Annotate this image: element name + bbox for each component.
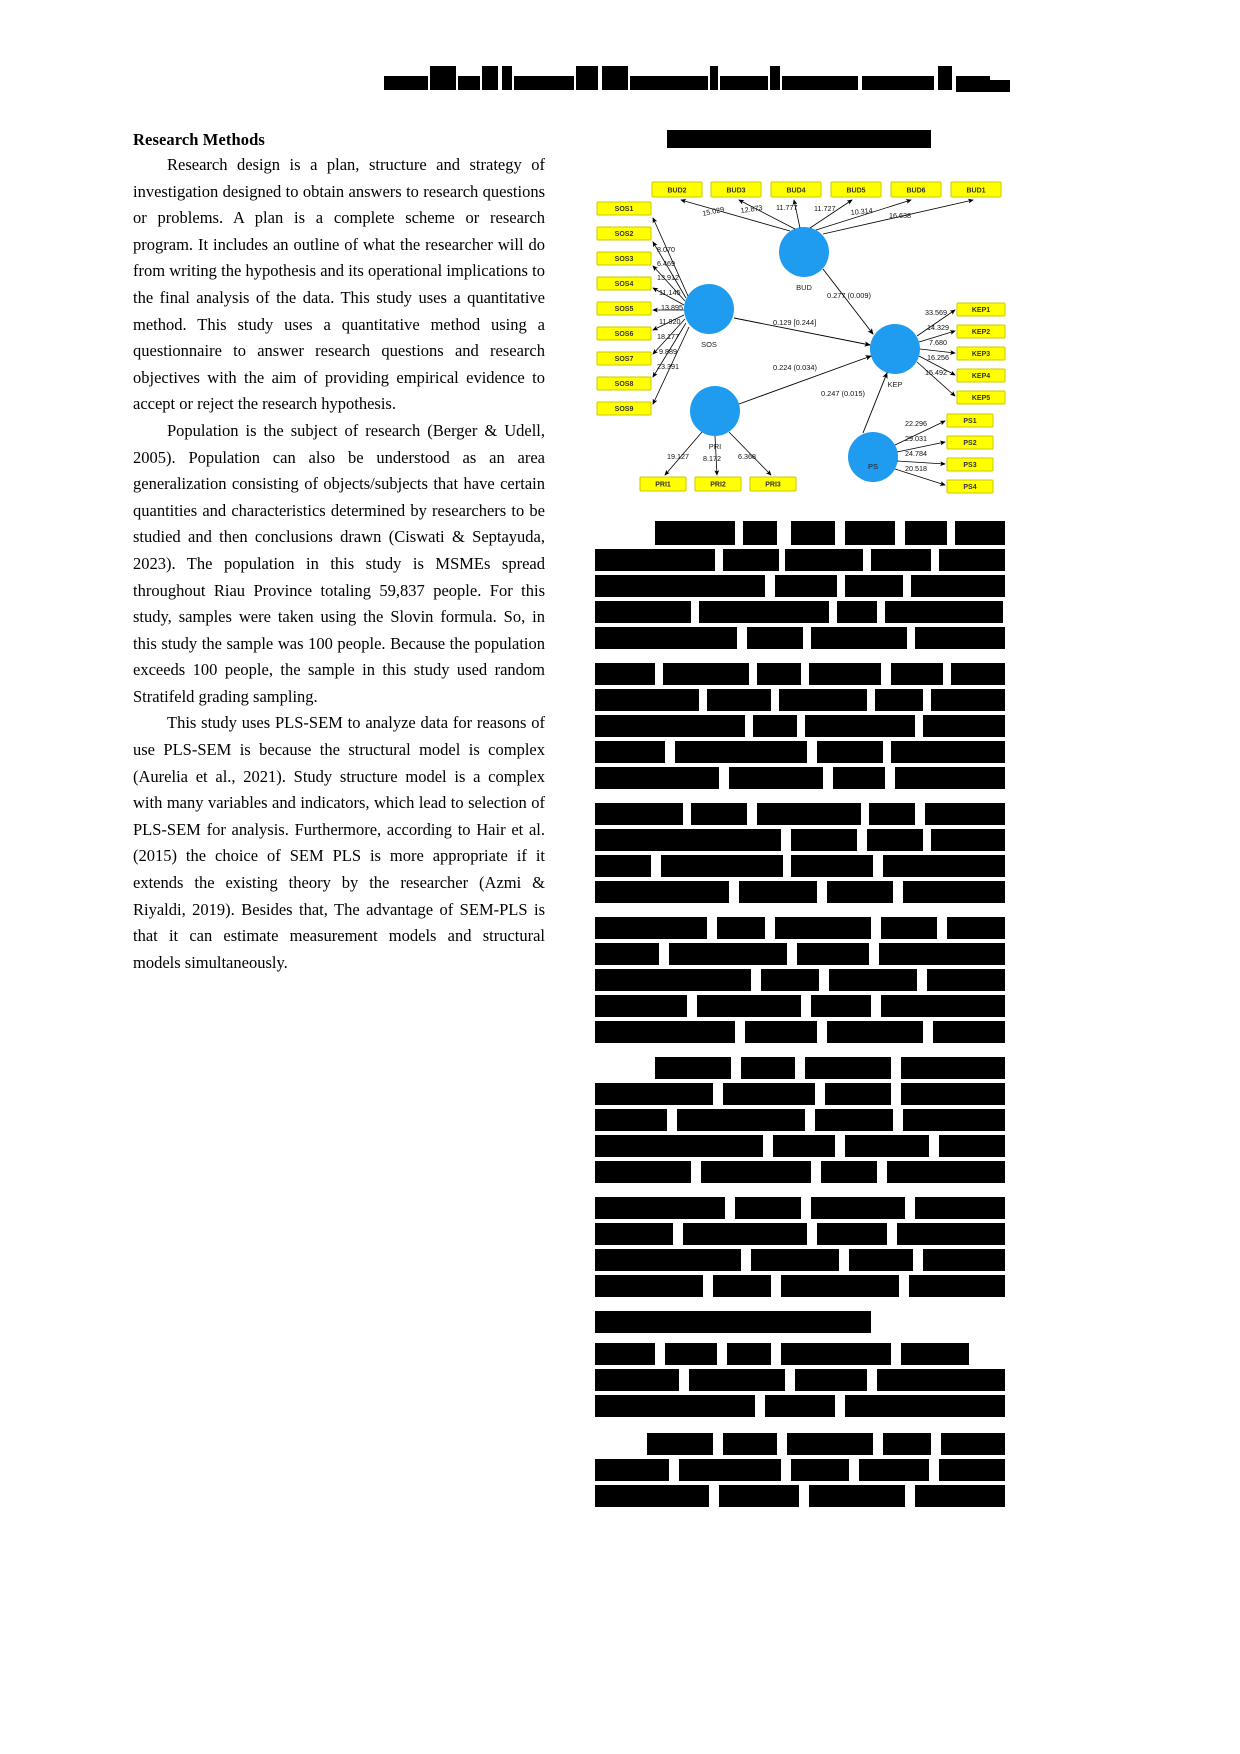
paragraph-pls-sem: This study uses PLS-SEM to analyze data for reasons of use PLS-SEM is because the structural model is complex (Aurelia et al., 2021). Study structure model is a complex with many variables and indicators, which lead to selection of PLS-SEM for analysis. Furthermore, according to Hair et al. (2015) the choice of SEM PLS is more appropriate if it extends the existing theory by the researcher (Azmi & Riyaldi, 2019). Besides that, The advantage of SEM-PLS is that it can estimate measurement models and structural models simultaneously. (133, 713, 545, 972)
loading-value-pri1: 19.127 (667, 452, 689, 461)
right-column (595, 130, 1015, 1511)
construct-label-pri: PRI (708, 442, 722, 451)
indicator-label-sos8: SOS8 (614, 380, 634, 388)
loading-value-sos5: 13.895 (661, 303, 683, 312)
redacted-body-text (595, 521, 1015, 1507)
loading-value-sos3: 13.912 (657, 273, 679, 282)
indicator-label-kep2: KEP2 (971, 328, 991, 336)
indicator-label-bud5: BUD5 (846, 187, 866, 195)
loading-value-kep3: 7.680 (929, 338, 947, 347)
indicator-label-bud1: BUD1 (966, 187, 986, 195)
indicator-label-ps3: PS3 (963, 461, 977, 469)
pri-indicator-boxes (640, 477, 796, 491)
sos-loading-values (657, 245, 683, 371)
kep-indicator-boxes (957, 303, 1005, 404)
indicator-label-sos5: SOS5 (614, 305, 634, 313)
indicator-label-ps1: PS1 (963, 417, 977, 425)
ps-indicator-boxes (947, 414, 993, 493)
indicator-label-pri2: PRI2 (710, 481, 726, 489)
page-title: Research Methods (133, 130, 265, 149)
construct-label-bud: BUD (796, 283, 812, 292)
indicator-label-sos1: SOS1 (614, 205, 634, 213)
path-ps-kep (863, 373, 887, 433)
indicator-label-bud6: BUD6 (906, 187, 926, 195)
indicator-label-sos6: SOS6 (614, 330, 634, 338)
loading-value-sos2: 6.469 (657, 259, 675, 268)
indicator-label-kep5: KEP5 (971, 394, 991, 402)
loading-value-sos1: 8.070 (657, 245, 675, 254)
running-header-redacted (378, 62, 1010, 92)
loading-value-bud1: 16.638 (889, 211, 911, 220)
indicator-label-kep4: KEP4 (971, 372, 991, 380)
ps-loading-values (905, 419, 927, 473)
indicator-label-sos2: SOS2 (614, 230, 634, 238)
left-text-column (133, 130, 545, 976)
loading-value-bud6: 10.314 (850, 205, 874, 217)
indicator-label-pri1: PRI1 (655, 481, 671, 489)
loading-value-kep2: 14.329 (927, 323, 949, 332)
sem-diagram-svg (595, 164, 1015, 509)
construct-label-kep: KEP (887, 380, 903, 389)
loading-value-pri2: 8.172 (703, 454, 721, 463)
loading-value-bud2: 15.029 (701, 204, 725, 218)
construct-label-sos: SOS (701, 340, 717, 349)
loading-value-sos7: 18.177 (657, 332, 679, 341)
path-label-bud-kep: 0.277 (0.009) (827, 291, 871, 300)
indicator-label-sos9: SOS9 (614, 405, 634, 413)
loading-value-sos8: 9.889 (659, 347, 677, 356)
pls-sem-path-diagram (595, 164, 1015, 509)
sos-indicator-boxes (597, 202, 651, 415)
kep-loading-values (925, 308, 949, 377)
figure-caption-redacted (595, 130, 1015, 150)
loading-value-pri3: 6.368 (738, 452, 756, 461)
indicator-label-pri3: PRI3 (765, 481, 781, 489)
indicator-label-bud4: BUD4 (786, 187, 806, 195)
loading-value-ps3: 24.784 (905, 449, 927, 458)
loading-value-kep1: 33.569 (925, 308, 947, 317)
path-bud-kep (823, 269, 873, 334)
construct-ps (848, 432, 898, 482)
loading-value-ps4: 20.518 (905, 464, 927, 473)
construct-kep (870, 324, 920, 389)
indicator-label-bud2: BUD2 (667, 187, 687, 195)
loading-value-kep5: 15.492 (925, 368, 947, 377)
paragraph-population: Population is the subject of research (Berger & Udell, 2005). Population can also be understood as an area generalization consisting of objects/subjects that have certain quantities and characteristics determined by researchers to be studied and then conclusions drawn (Ciswati & Septayuda, 2023). The population in this study is MSMEs spread throughout Riau Province totaling 59,837 people. For this study, samples were taken using the Slovin formula. So, in this study the sample was 100 people. Because the population exceeds 100 people, the sample in this study used random Stratifeld grading sampling. (133, 420, 545, 706)
loading-value-sos6: 11.920 (659, 317, 681, 326)
loading-value-ps1: 22.296 (905, 419, 927, 428)
loading-value-sos4: 11.145 (659, 288, 681, 297)
indicator-label-sos4: SOS4 (614, 280, 634, 288)
indicator-label-kep1: KEP1 (971, 306, 991, 314)
loading-value-ps2: 29.031 (905, 434, 927, 443)
indicator-label-ps2: PS2 (963, 439, 977, 447)
path-label-pri-kep: 0.224 (0.034) (773, 363, 817, 372)
loading-value-bud5: 11.727 (814, 204, 836, 213)
bud-indicator-boxes (652, 182, 1001, 197)
indicator-label-kep3: KEP3 (971, 350, 991, 358)
loading-value-bud3: 12.873 (740, 203, 764, 215)
path-label-sos-kep: 0.129 [0.244] (773, 318, 817, 327)
loading-value-kep4: 16.256 (927, 353, 949, 362)
structural-path-labels (773, 291, 871, 398)
indicator-label-ps4: PS4 (963, 483, 977, 491)
indicator-label-bud3: BUD3 (726, 187, 746, 195)
paragraph-research-design: Research design is a plan, structure and strategy of investigation designed to obtain answers to research questions or problems. A plan is a complete scheme or research program. It includes an outline of what the researcher will do from writing the hypothesis and its operational implications to the final analysis of the data. This study uses a quantitative method. This study uses a quantitative method using a questionnaire to answer research questions and research objectives with the aim of providing empirical evidence to accept or reject the research hypothesis. (133, 155, 545, 414)
bud-loading-values (702, 203, 911, 220)
construct-label-ps: PS (867, 462, 879, 471)
construct-sos (684, 284, 734, 349)
loading-value-sos9: 23.391 (657, 362, 679, 371)
construct-bud (779, 227, 829, 292)
loading-value-bud4: 11.777 (776, 203, 798, 212)
pri-loading-values (667, 452, 756, 463)
indicator-label-sos3: SOS3 (614, 255, 634, 263)
indicator-label-sos7: SOS7 (614, 355, 634, 363)
path-label-ps-kep: 0.247 (0.015) (821, 389, 865, 398)
